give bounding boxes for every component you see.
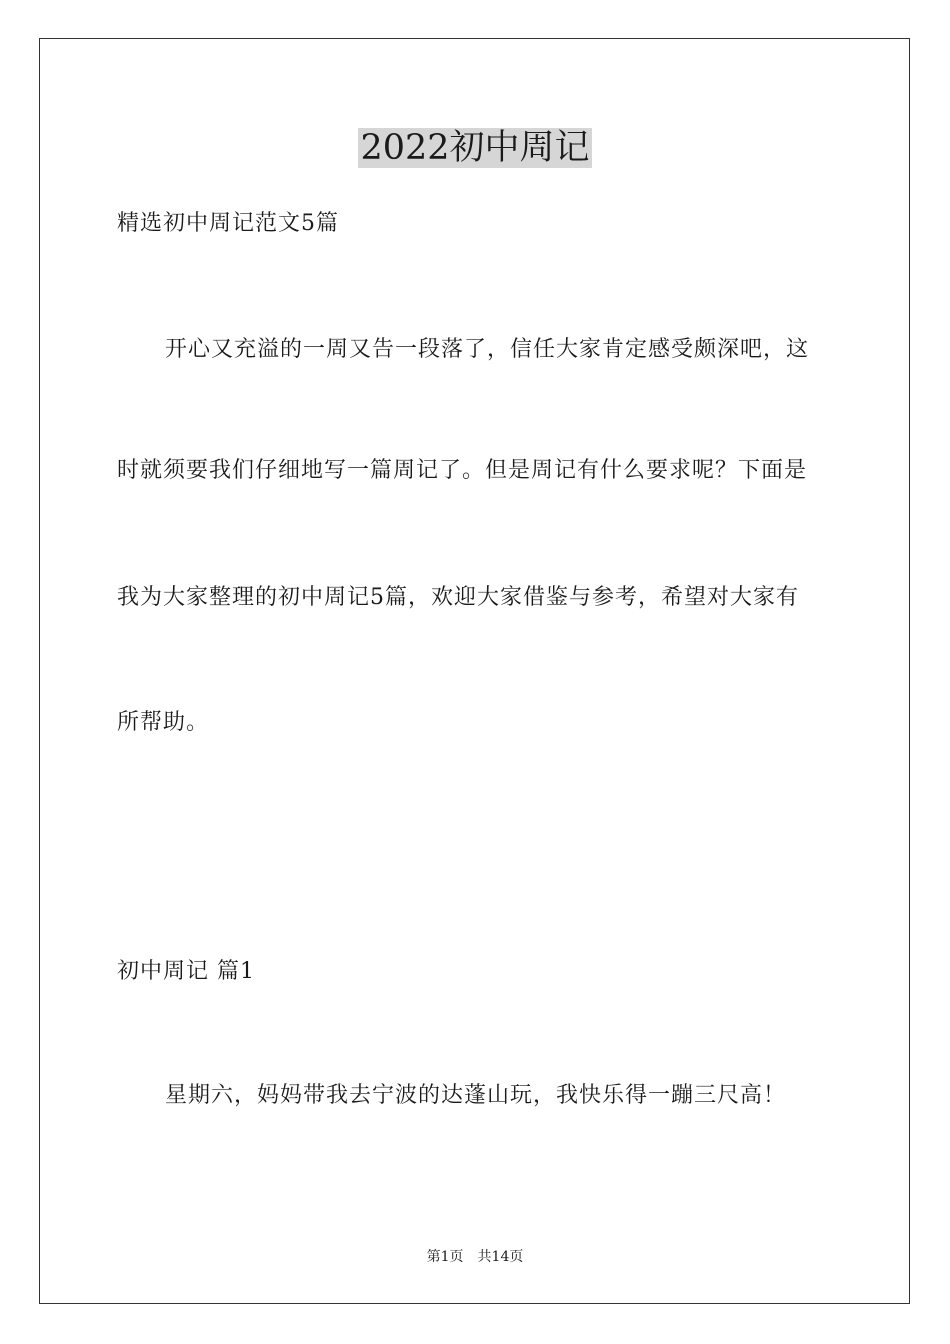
page-footer xyxy=(0,1248,950,1266)
section-heading: 初中周记 篇1 xyxy=(117,959,255,984)
intro-line-1: 开心又充溢的一周又告一段落了，信任大家肯定感受颇深吧，这 xyxy=(165,337,810,362)
total-pages: 共14页 xyxy=(477,1249,524,1265)
document-subtitle: 精选初中周记范文5篇 xyxy=(117,211,339,236)
document-title-text: 2022初中周记 xyxy=(360,128,590,168)
intro-line-2: 时就须要我们仔细地写一篇周记了。但是周记有什么要求呢？下面是 xyxy=(117,458,808,483)
intro-line-4: 所帮助。 xyxy=(117,710,210,735)
page-number: 第1页 xyxy=(426,1249,464,1265)
document-title xyxy=(0,126,950,170)
intro-line-3: 我为大家整理的初中周记5篇，欢迎大家借鉴与参考，希望对大家有 xyxy=(117,585,799,610)
section-first-line: 星期六，妈妈带我去宁波的达蓬山玩，我快乐得一蹦三尺高！ xyxy=(165,1083,787,1108)
